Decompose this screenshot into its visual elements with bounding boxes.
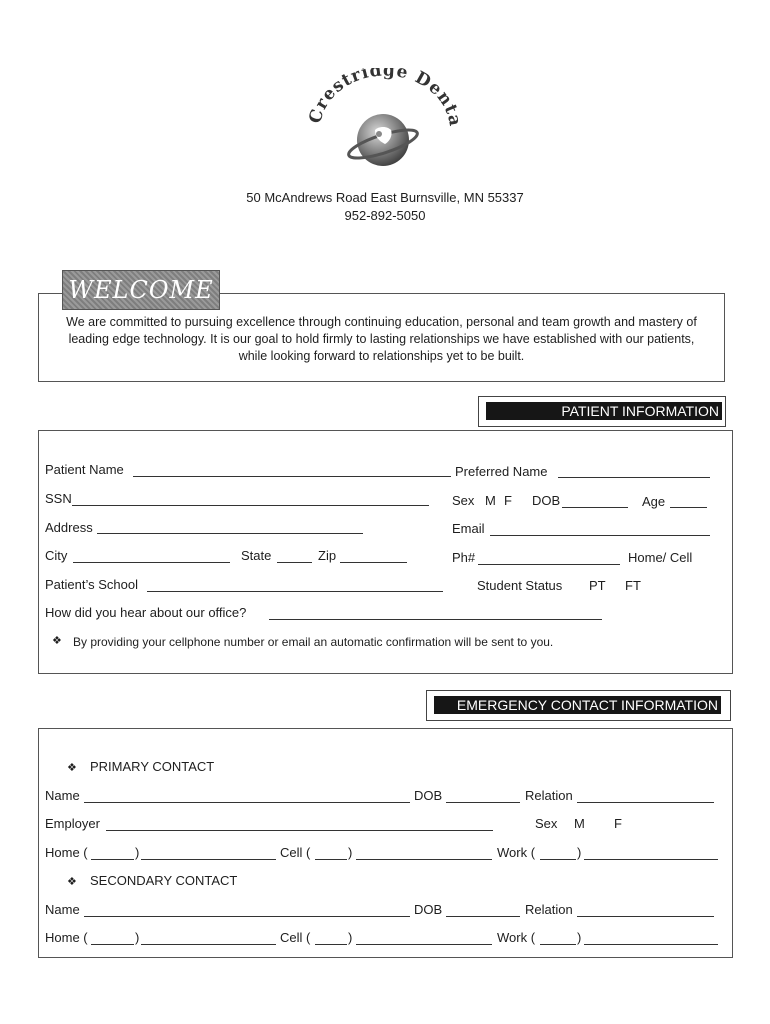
primary-employer-field[interactable]: [106, 830, 493, 831]
welcome-banner: [62, 270, 220, 310]
primary-sex-m-option[interactable]: M: [574, 816, 585, 831]
dob-field[interactable]: [562, 507, 628, 508]
primary-cell-area-field[interactable]: [315, 859, 347, 860]
state-label: State: [241, 548, 272, 563]
student-status-ft[interactable]: FT: [625, 578, 641, 593]
primary-bullet-icon: ❖: [67, 762, 77, 774]
primary-home-field[interactable]: [141, 859, 276, 860]
primary-cell-field[interactable]: [356, 859, 492, 860]
city-label: City: [45, 548, 68, 563]
primary-work-label: Work (: [497, 845, 536, 860]
primary-name-field[interactable]: [84, 802, 410, 803]
city-field[interactable]: [73, 562, 230, 563]
primary-relation-field[interactable]: [577, 802, 714, 803]
student-status-label: Student Status: [477, 578, 563, 593]
student-status-pt[interactable]: PT: [589, 578, 606, 593]
preferred-name-label: Preferred Name: [455, 464, 548, 479]
secondary-name-field[interactable]: [84, 916, 410, 917]
ssn-label: SSN: [45, 491, 72, 506]
note-bullet-icon: ❖: [52, 635, 62, 647]
secondary-work-paren: ): [577, 930, 582, 945]
primary-work-field[interactable]: [584, 859, 718, 860]
primary-work-paren: ): [577, 845, 582, 860]
primary-dob-label: DOB: [414, 788, 443, 803]
welcome-banner-text: WELCOME: [68, 276, 214, 304]
secondary-work-field[interactable]: [584, 944, 718, 945]
primary-cell-paren: ): [348, 845, 353, 860]
state-field[interactable]: [277, 562, 312, 563]
secondary-home-field[interactable]: [141, 944, 276, 945]
secondary-name-label: Name: [45, 902, 80, 917]
address-field[interactable]: [97, 533, 363, 534]
school-label: Patient’s School: [45, 577, 138, 592]
referral-field[interactable]: [269, 619, 602, 620]
secondary-home-area-field[interactable]: [91, 944, 134, 945]
welcome-line-1: We are committed to pursuing excellence through continuing education, personal and team growth and mastery of: [66, 315, 697, 329]
preferred-name-field[interactable]: [558, 477, 710, 478]
welcome-line-2: leading edge technology. It is our goal to hold firmly to lasting relationships we have established with our patients,: [68, 332, 695, 346]
welcome-line-3: while looking forward to relationships yet to be built.: [238, 349, 525, 363]
primary-home-label: Home (: [45, 845, 88, 860]
secondary-home-label: Home (: [45, 930, 88, 945]
primary-sex-f-option[interactable]: F: [614, 816, 622, 831]
crestridge-logo-graphic: [305, 68, 465, 180]
age-field[interactable]: [670, 507, 707, 508]
sex-f-option[interactable]: F: [504, 493, 512, 508]
secondary-dob-field[interactable]: [446, 916, 520, 917]
home-cell-label: Home/ Cell: [628, 550, 693, 565]
logo-text: Crestridge Denta: [305, 68, 465, 129]
phone-label: Ph#: [452, 550, 476, 565]
primary-relation-label: Relation: [525, 788, 573, 803]
primary-work-area-field[interactable]: [540, 859, 576, 860]
logo: [305, 68, 465, 180]
sex-m-option[interactable]: M: [485, 493, 496, 508]
secondary-bullet-icon: ❖: [67, 876, 77, 888]
primary-dob-field[interactable]: [446, 802, 520, 803]
secondary-work-area-field[interactable]: [540, 944, 576, 945]
dob-label: DOB: [532, 493, 561, 508]
patient-section-title: PATIENT INFORMATION: [486, 402, 722, 420]
primary-employer-label: Employer: [45, 816, 100, 831]
primary-name-label: Name: [45, 788, 80, 803]
primary-home-paren: ): [135, 845, 140, 860]
zip-label: Zip: [318, 548, 337, 563]
school-field[interactable]: [147, 591, 443, 592]
primary-sex-label: Sex: [535, 816, 558, 831]
sex-label: Sex: [452, 493, 475, 508]
age-label: Age: [642, 494, 666, 509]
secondary-home-paren: ): [135, 930, 140, 945]
practice-phone: 952-892-5050: [344, 208, 426, 223]
patient-name-label: Patient Name: [45, 462, 124, 477]
secondary-cell-area-field[interactable]: [315, 944, 347, 945]
secondary-cell-paren: ): [348, 930, 353, 945]
primary-cell-label: Cell (: [280, 845, 311, 860]
confirmation-note: By providing your cellphone number or email an automatic confirmation will be sent to you.: [73, 635, 554, 649]
secondary-work-label: Work (: [497, 930, 536, 945]
referral-label: How did you hear about our office?: [45, 605, 247, 620]
secondary-relation-label: Relation: [525, 902, 573, 917]
emergency-section-title: EMERGENCY CONTACT INFORMATION: [434, 696, 721, 714]
phone-field[interactable]: [478, 564, 620, 565]
secondary-contact-heading: SECONDARY CONTACT: [90, 873, 238, 888]
secondary-cell-field[interactable]: [356, 944, 492, 945]
secondary-relation-field[interactable]: [577, 916, 714, 917]
secondary-cell-label: Cell (: [280, 930, 311, 945]
practice-address: 50 McAndrews Road East Burnsville, MN 55337: [246, 190, 524, 205]
primary-home-area-field[interactable]: [91, 859, 134, 860]
email-field[interactable]: [490, 535, 710, 536]
secondary-dob-label: DOB: [414, 902, 443, 917]
primary-contact-heading: PRIMARY CONTACT: [90, 759, 215, 774]
email-label: Email: [452, 521, 485, 536]
zip-field[interactable]: [340, 562, 407, 563]
address-label: Address: [45, 520, 93, 535]
ssn-field[interactable]: [72, 505, 429, 506]
patient-name-field[interactable]: [133, 476, 451, 477]
